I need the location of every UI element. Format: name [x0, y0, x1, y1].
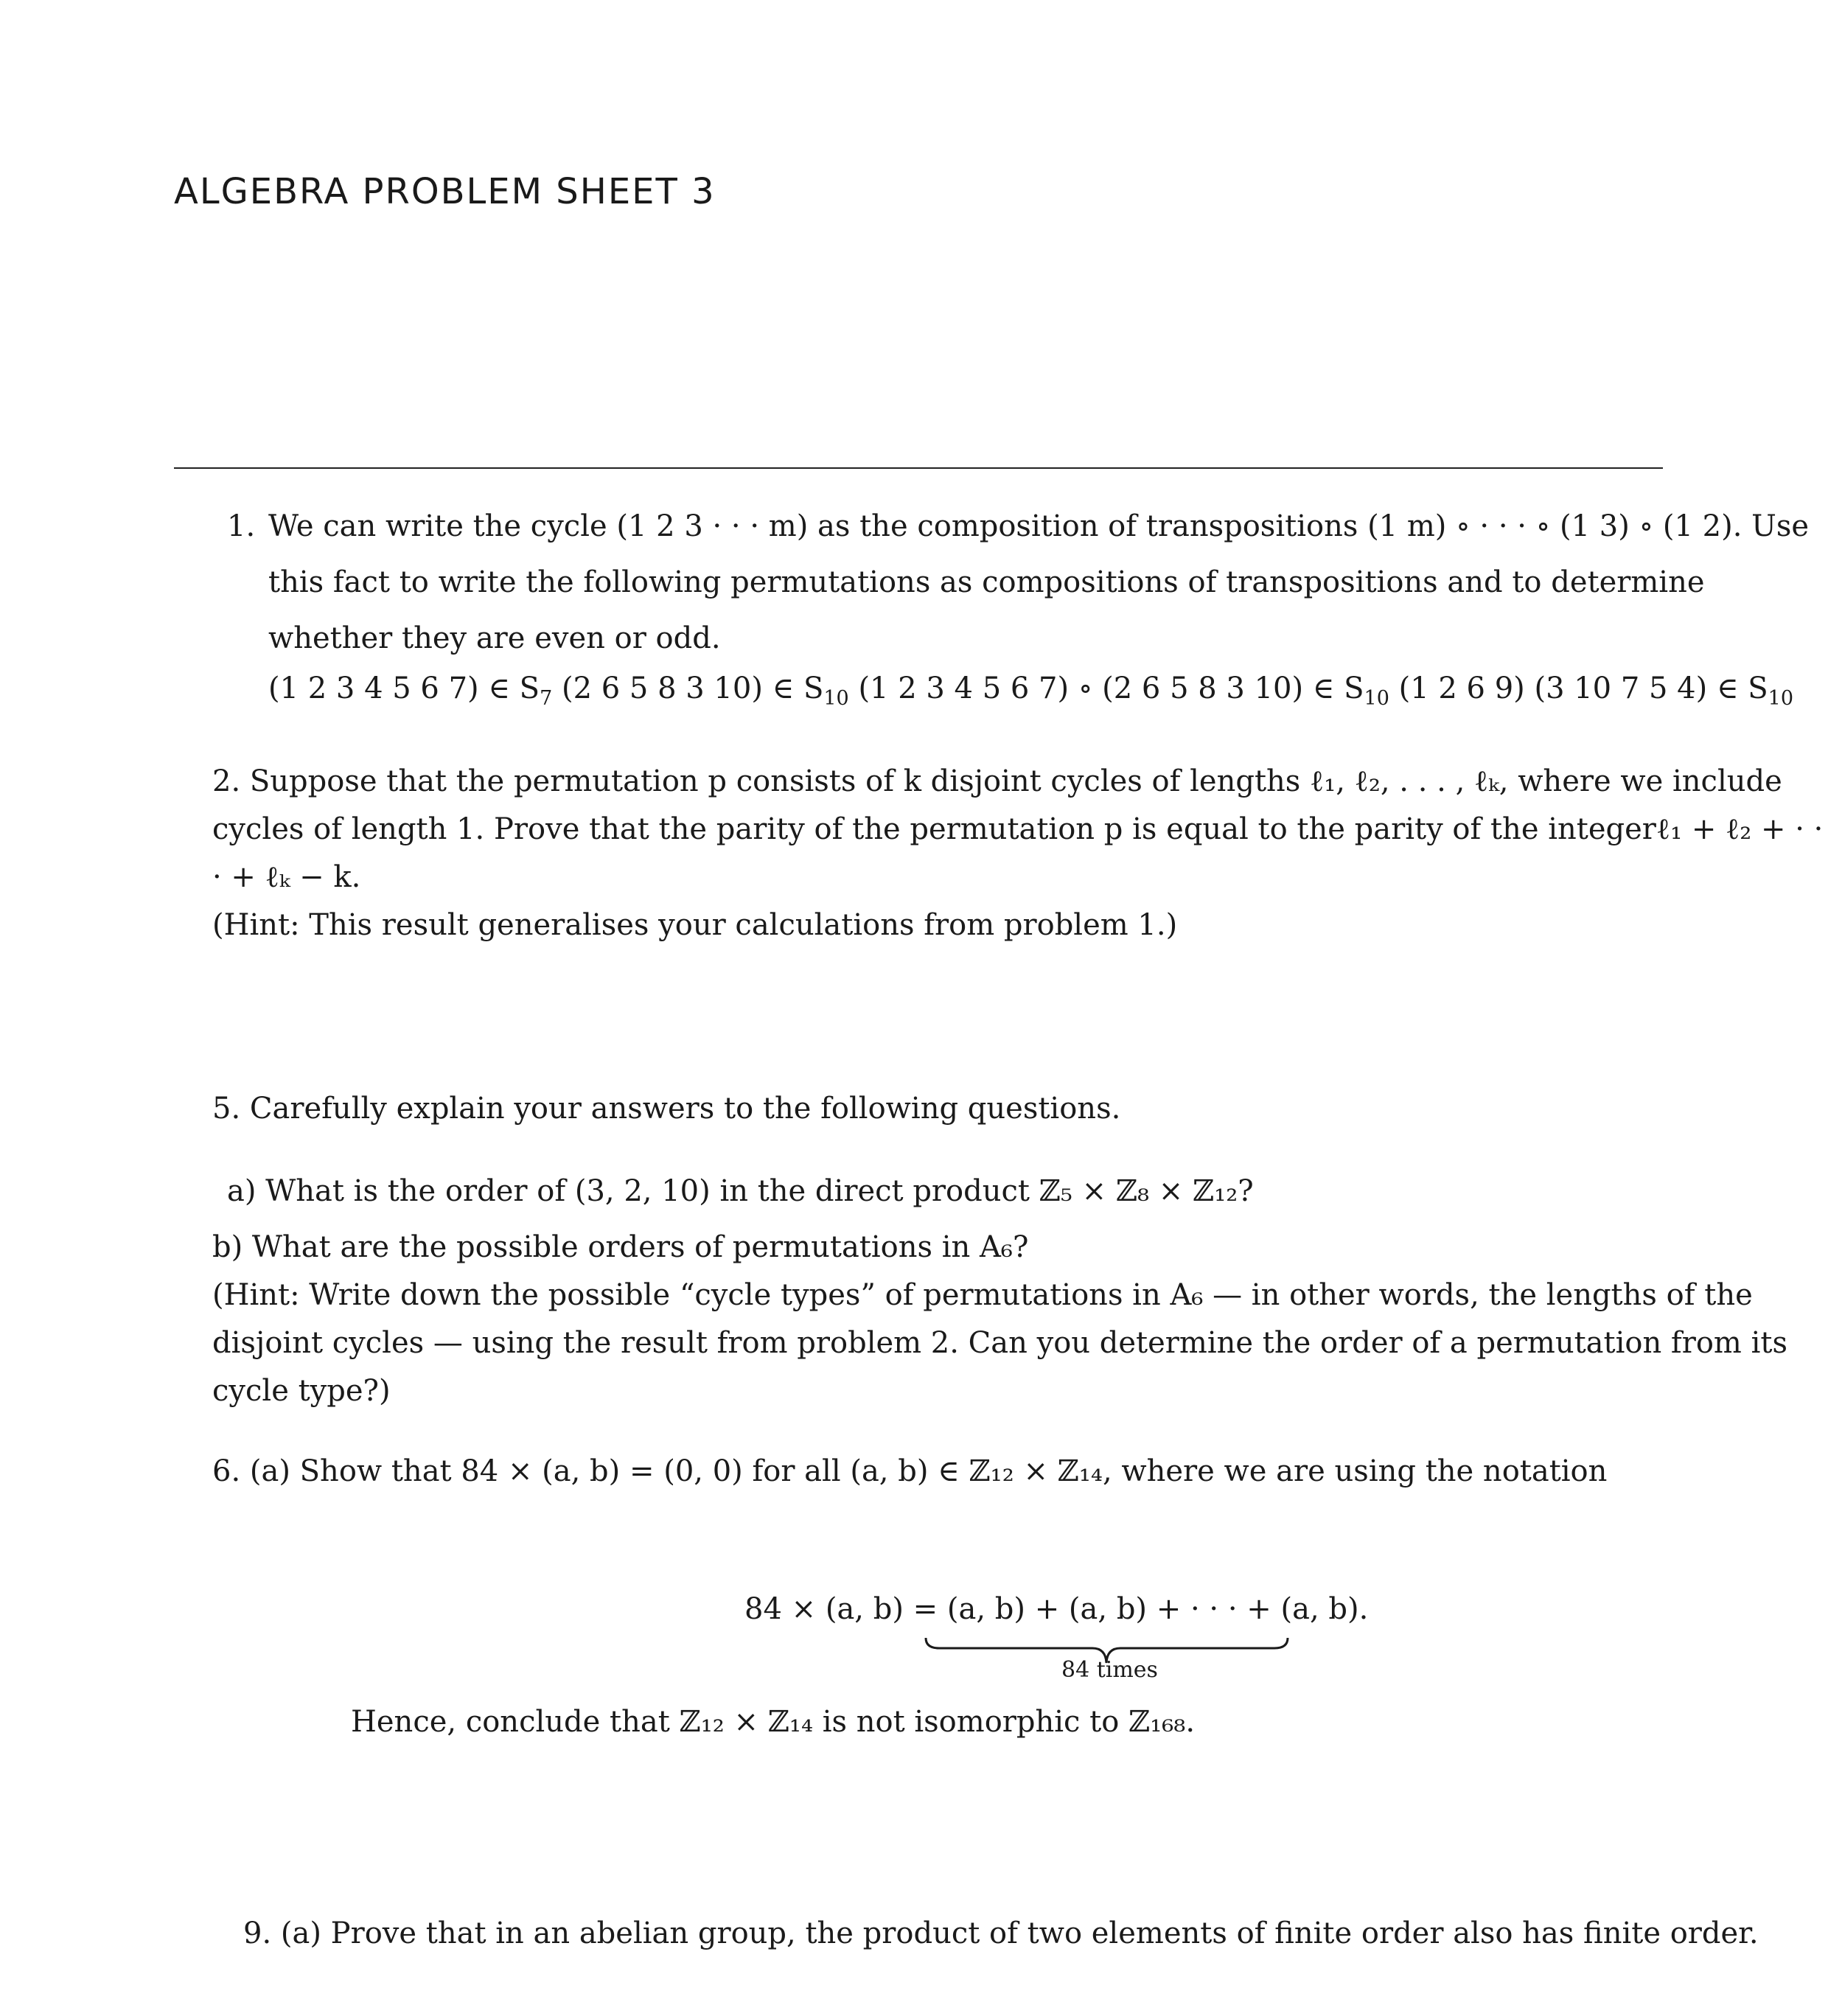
underbrace-label: 84 times	[1061, 1657, 1158, 1683]
permutation-d: (1 2 6 9) (3 10 7 5 4) ∈ $S_{10}$	[1398, 672, 1794, 710]
problem-9-line-1: 9. (a) Prove that in an abelian group, the product of two elements of finite order also has finite order.	[243, 1916, 1759, 1950]
problem-2-line-3: · + ℓₖ − k.	[212, 860, 361, 894]
problem-5b-hint-line-3: cycle type?)	[212, 1374, 391, 1408]
problem-2-line-2: cycles of length 1. Prove that the parity of the permutation p is equal to the parity of the integerℓ₁ + ℓ₂ + · ·	[212, 812, 1824, 846]
problem-5b-hint-line-2: disjoint cycles — using the result from problem 2. Can you determine the order of a permutation from its	[212, 1326, 1787, 1360]
page-title: ALGEBRA PROBLEM SHEET 3	[174, 171, 716, 212]
problem-2	[212, 758, 1823, 949]
problem-5b	[212, 1224, 1787, 1415]
problem-6-conclusion: Hence, conclude that ℤ₁₂ × ℤ₁₄ is not isomorphic to ℤ₁₆₈.	[351, 1705, 1196, 1739]
permutation-b: (2 6 5 8 3 10) ∈ $S_{10}$	[562, 672, 849, 710]
horizontal-rule	[174, 467, 1663, 469]
problem-6-line-1: 6. (a) Show that 84 × (a, b) = (0, 0) for all (a, b) ∈ ℤ₁₂ × ℤ₁₄, where we are using the notation	[212, 1454, 1608, 1488]
equation-right-side: (a, b) + (a, b) + · · · + (a, b)	[946, 1592, 1359, 1626]
problem-5b-hint-line-1: (Hint: Write down the possible “cycle types” of permutations in A₆ — in other words, the lengths of the	[212, 1278, 1753, 1312]
problem-1-line-2: this fact to write the following permutations as compositions of transpositions and to determine	[268, 565, 1705, 599]
problem-1-number: 1.	[227, 509, 256, 543]
problem-2-line-1: 2. Suppose that the permutation p consists of k disjoint cycles of lengths ℓ₁, ℓ₂, . . . , ℓₖ, where we include	[212, 764, 1782, 798]
problem-2-hint: (Hint: This result generalises your calculations from problem 1.)	[212, 908, 1178, 942]
problem-5b-question: b) What are the possible orders of permutations in A₆?	[212, 1230, 1029, 1264]
problem-5a: a) What is the order of (3, 2, 10) in the direct product ℤ₅ × ℤ₈ × ℤ₁₂?	[227, 1174, 1254, 1208]
problem-1-permutations	[268, 666, 1809, 721]
permutation-c: (1 2 3 4 5 6 7) ∘ (2 6 5 8 3 10) ∈ $S_{10}$	[858, 672, 1389, 710]
equation-left-side: 84 × (a, b) =	[744, 1592, 947, 1626]
permutation-a: (1 2 3 4 5 6 7) ∈ $S_7$	[268, 672, 553, 710]
problem-5-intro: 5. Carefully explain your answers to the following questions.	[212, 1092, 1121, 1126]
equation-period: .	[1358, 1592, 1369, 1626]
problem-1-line-3: whether they are even or odd.	[268, 621, 721, 655]
problem-1-line-1: We can write the cycle (1 2 3 · · · m) as the composition of transpositions (1 m) ∘ · · · ∘ (1 3) ∘ (1 2). Use	[268, 509, 1810, 543]
display-equation	[744, 1592, 1368, 1626]
problem-1-text	[268, 498, 1809, 721]
